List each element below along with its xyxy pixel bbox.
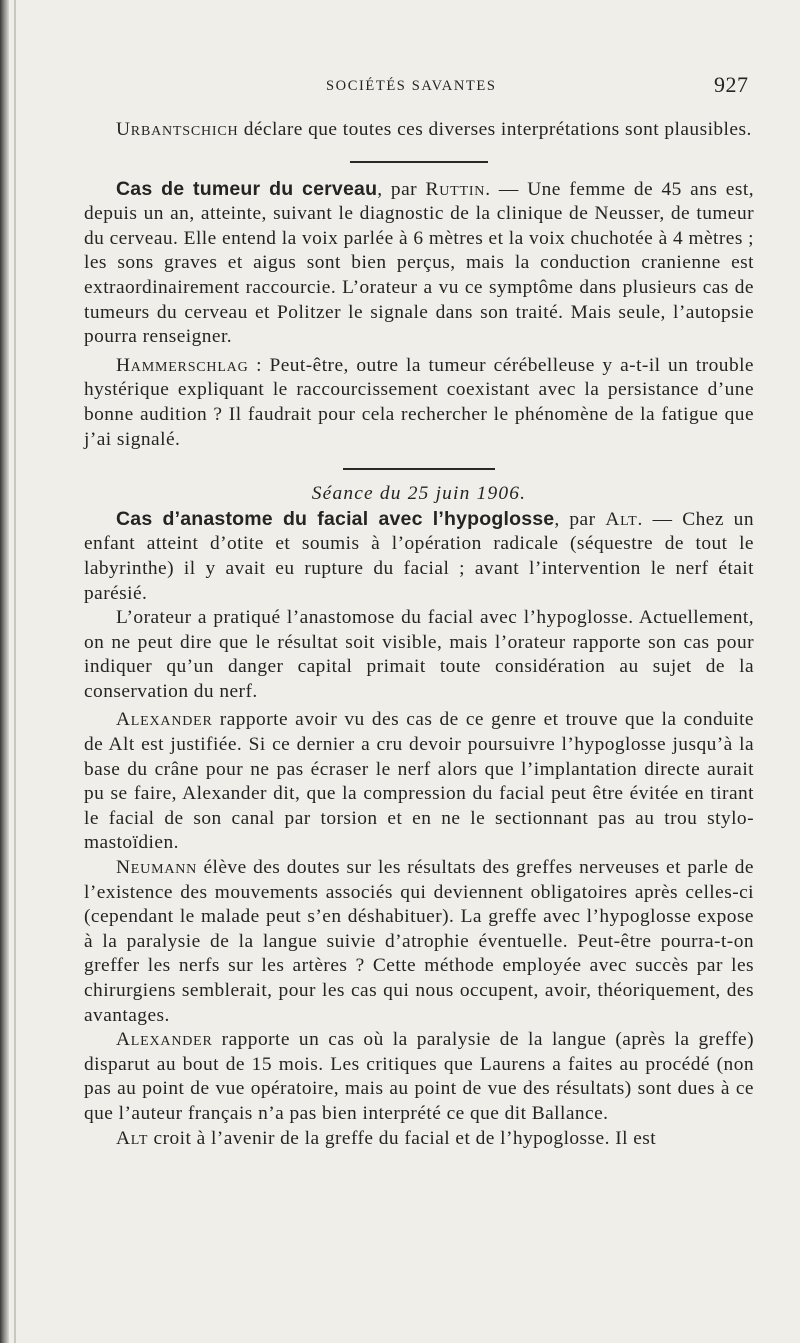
section-divider: [350, 161, 488, 163]
section-tumeur-cerveau: [84, 177, 754, 350]
speaker-name: Alexander: [116, 1029, 213, 1051]
page-binding-edge: [0, 0, 9, 1343]
paragraph-text: rapporte un cas où la paralysie de la langue (après la greffe) disparut au bout de 15 mois. Les critiques que Laurens a faites au procédé (non pas au point de vue opératoire, mais au point de vue des résultats) sont dues à ce que l’auteur français n’a pas bien interprété ce que dit Ballance.: [84, 1029, 754, 1124]
page-number: 927: [714, 72, 749, 97]
section-divider: [343, 468, 495, 470]
section-heading: Cas d’anastome du facial avec l’hypoglosse: [116, 507, 555, 530]
paragraph-hammerschlag: [84, 354, 754, 452]
running-head: [0, 70, 800, 100]
paragraph-alexander-2: [84, 1028, 754, 1126]
section-author: Ruttin: [425, 178, 486, 200]
running-title: SOCIÉTÉS SAVANTES: [326, 78, 497, 94]
paragraph-urbantschich: [84, 118, 754, 143]
speaker-name: Alt: [116, 1127, 149, 1149]
paragraph-text: . — Chez un enfant atteint d’otite et soumis à l’opération radicale (séquestre de tout le labyrinthe) il y avait eu rupture du facial ; avant l’intervention le nerf était parésié.: [84, 508, 754, 604]
paragraph-text: . — Une femme de 45 ans est, depuis un an, atteinte, suivant le diagnostic de la clinique de Neusser, de tumeur du cerveau. Elle entend la voix parlée à 6 mètres et la voix chuchotée à 4 mètres ; les sons graves et aigus sont bien perçus, mais la conduction cranienne est extraordinairement raccourcie. L’orateur a vu ce symptôme dans plusieurs cas de tumeurs du cerveau et Politzer le signale dans son traité. Mais seule, l’autopsie pourra renseigner.: [84, 178, 754, 348]
speaker-name: Alexander: [116, 709, 213, 731]
paragraph-text: rapporte avoir vu des cas de ce genre et trouve que la conduite de Alt est justifiée. Si ce dernier a cru devoir poursuivre l’hypoglosse jusqu’à la base du crâne pour ne pas écraser le nerf alors que l’implantation directe aurait pu se faire, Alexander dit, que la compression du facial peut être évitée en tirant le facial de son canal par torsion et en ne le sectionnant pas au trou stylo-mastoïdien.: [84, 709, 754, 854]
paragraph-text: croit à l’avenir de la greffe du facial et de l’hypoglosse. Il est: [148, 1127, 657, 1149]
paragraph-neumann: [84, 856, 754, 1028]
paragraph-text: élève des doutes sur les résultats des greffes nerveuses et parle de l’existence des mouvements associés qui deviennent obligatoires après celles-ci (cependant le malade peut s’en déshabituer). La greffe avec l’hypoglosse expose à la paralysie de la langue suivie d’atrophie éventuelle. Peut-être pourra-t-on greffer les nerfs sur les artères ? Cette méthode employée avec succès par les chirurgiens semblerait, pour les cas qui nous occupent, avoir, théoriquement, des avantages.: [84, 857, 754, 1026]
paragraph-alexander: [84, 708, 754, 856]
speaker-name: Neumann: [116, 857, 198, 879]
paragraph-orateur: L’orateur a pratiqué l’anastomose du facial avec l’hypoglosse. Actuellement, on ne peut dire que le résultat soit visible, mais l’orateur rapporte son cas pour indiquer qu’un danger capital primait toute considération au sujet de la conservation du nerf.: [84, 607, 754, 702]
speaker-name: Urbantschich: [116, 119, 239, 140]
section-heading: Cas de tumeur du cerveau: [116, 177, 378, 200]
section-anastome: [84, 507, 754, 606]
section-author: Alt: [605, 508, 638, 530]
text-column: [84, 118, 754, 1151]
byline-connector: , par: [377, 178, 426, 200]
paragraph-text: déclare que toutes ces diverses interprétations sont plausibles.: [238, 119, 752, 140]
page-margin-line: [14, 0, 16, 1343]
byline-connector: , par: [554, 508, 606, 530]
session-date: Séance du 25 juin 1906.: [311, 483, 527, 505]
paragraph-text: : Peut-être, outre la tumeur cérébelleuse y a-t-il un trouble hystérique expliquant le raccourcissement coexistant avec la persistance d’une bonne audition ? Il faudrait pour cela rechercher le phénomène de la fatigue que j’ai signalé.: [84, 354, 754, 450]
paragraph-alt: [84, 1127, 754, 1152]
speaker-name: Hammerschlag: [116, 354, 249, 376]
